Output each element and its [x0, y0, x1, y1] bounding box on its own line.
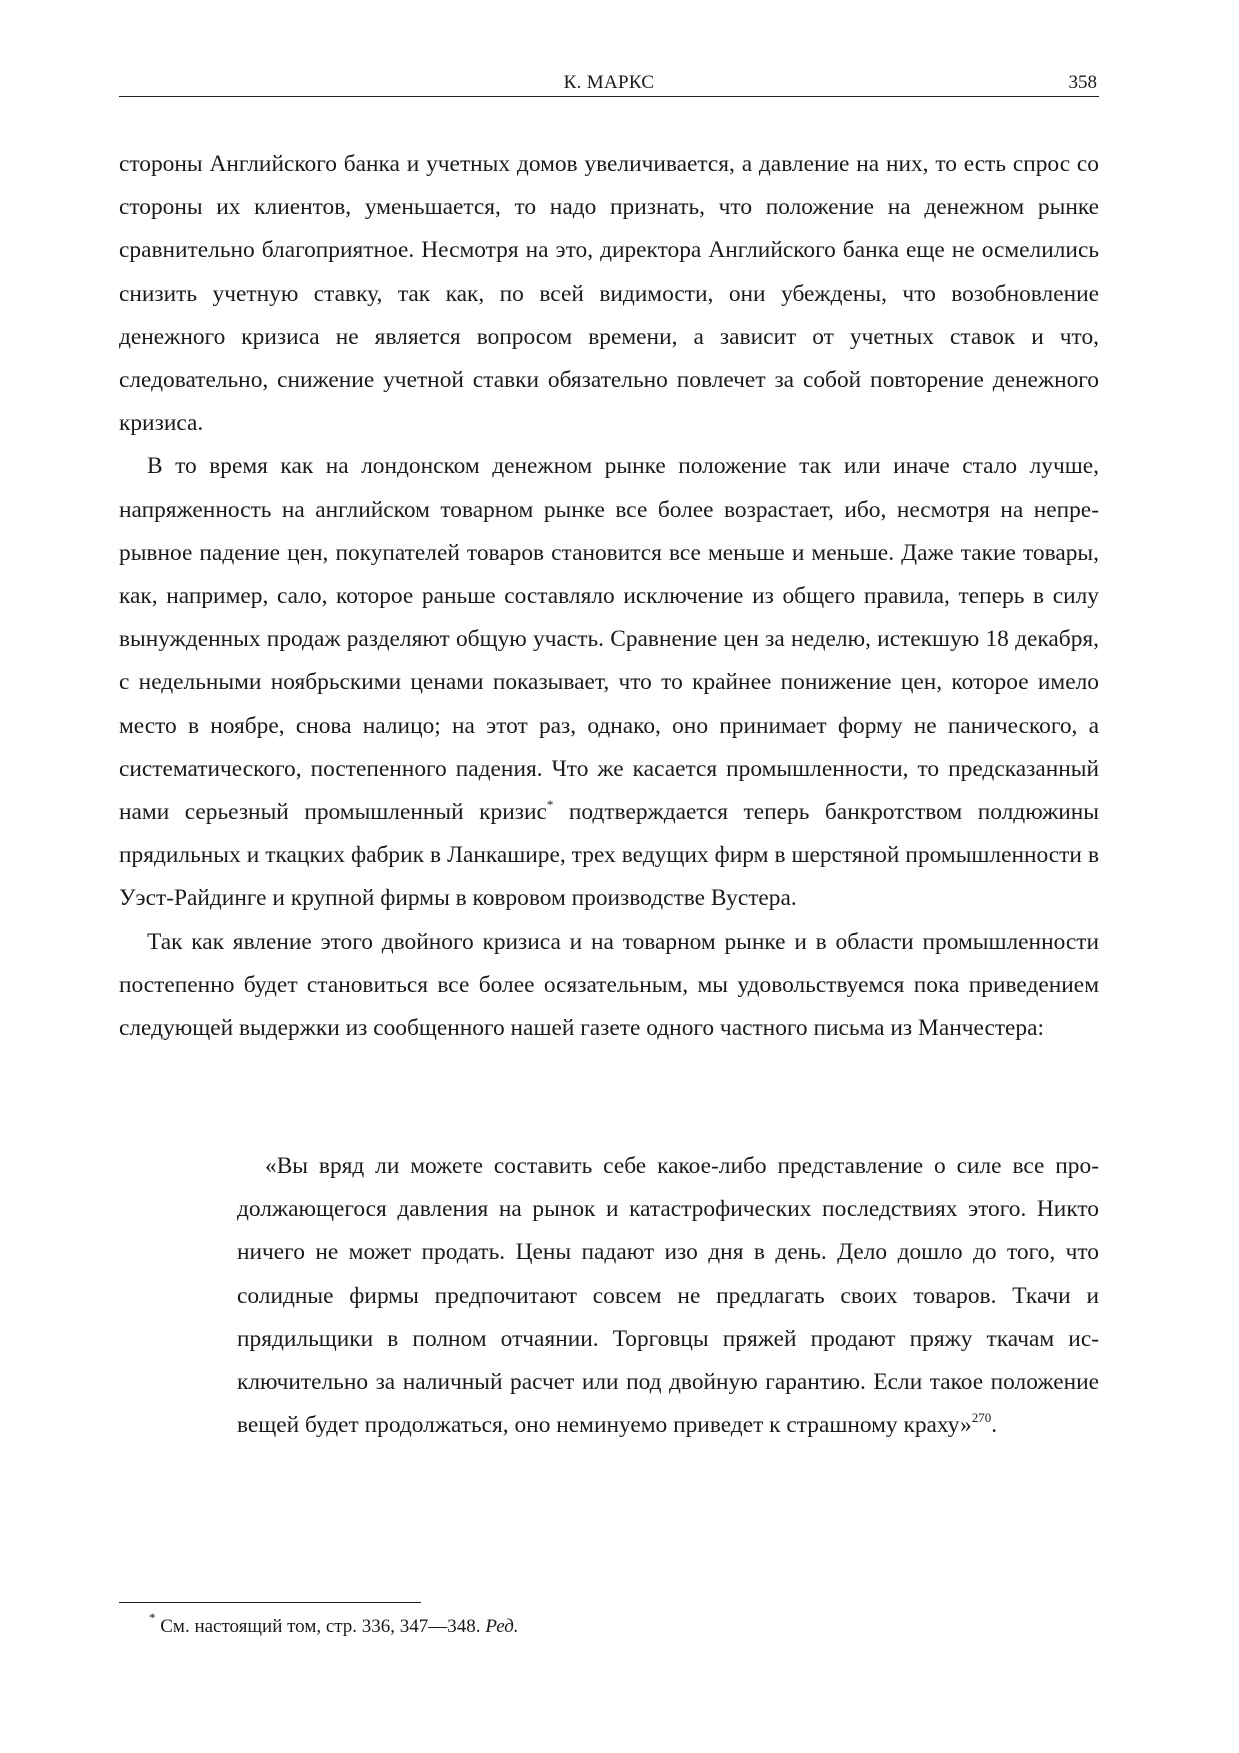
- paragraph-2: [119, 445, 1099, 920]
- paragraph-2-text-end: подтверждается теперь банкротством полдюжины прядильных и ткацких фабрик в Ланкашире, трех ведущих фирм в шерстяной промышленности в Уэст-Райдинге и крупной фирмы в ковровом производстве Вустера.: [119, 799, 1099, 912]
- paragraph-2-text-start: В то время как на лондонском денежном рынке положение так или иначе стало лучше, напряженность на английском товарном рынке все более возрастает, ибо, несмотря на непрерывное падение цен, покупателей товаров становится все меньше и меньше. Даже такие товары, как, например, сало, которое раньше составляло исключение из общего правила, теперь в силу вынужденных продаж разделяют общую участь. Сравнение цен за неделю, истекшую 18 декабря, с недельными ноябрьскими ценами показывает, что то крайнее понижение цен, которое имело место в ноябре, снова налицо; на этот раз, однако, оно принимает форму не панического, а систематического, постепенного падения. Что же касается промышленности, то предсказанный нами серьезный промышленный кризис: [119, 453, 1099, 826]
- footnote-text: См. настоящий том, стр. 336, 347—348.: [155, 1616, 486, 1637]
- footnote-mark: *: [149, 1610, 156, 1625]
- endnote-reference: 270: [971, 1410, 992, 1426]
- footnote-editor-note: Ред.: [485, 1616, 519, 1637]
- quote-text: «Вы вряд ли можете составить себе какое-либо представление о силе все продолжающегося давления на рынок и катастрофических последствиях этого. Никто ничего не может продать. Цены падают изо дня в день. Дело дошло до того, что солидные фирмы предпочитают совсем не предлагать своих товаров. Ткачи и прядильщики в полном отчаянии. Торговцы пряжей продают пряжу ткачам исключительно за наличный расчет или под двойную гарантию. Если такое положение вещей будет продолжаться, оно неминуемо приведет к страшному краху»: [237, 1153, 1099, 1439]
- quote-paragraph: [237, 1145, 1099, 1447]
- running-header: [119, 70, 1099, 97]
- paragraph-1: стороны Английского банка и учетных домов увеличивается, а давление на них, то есть спрос со стороны их клиентов, уменьшается, то надо признать, что положение на денежном рынке сравнительно благоприятное. Несмотря на это, директора Английского банка еще не осмелились снизить учетную ставку, так как, по всей видимости, они убеждены, что возобновление денежного кризиса не является вопросом времени, а зависит от учетных ставок и что, следовательно, снижение учетной ставки обязательно повлечет за собой повторение денежного кризиса.: [119, 151, 1099, 437]
- body-text: [119, 143, 1099, 1050]
- footnote-reference: *: [546, 797, 554, 813]
- footnote-divider: [119, 1602, 421, 1603]
- paragraph-3: Так как явление этого двойного кризиса и на товарном рынке и в области промышленности постепенно будет становиться все более осязательным, мы удовольствуемся пока приведением следующей выдержки из сообщенного нашей газете одного частного письма из Манчестера:: [119, 928, 1099, 1042]
- header-author: К. МАРКС: [563, 72, 655, 93]
- quote-end-punctuation: .: [991, 1412, 998, 1439]
- block-quote: [237, 1145, 1099, 1447]
- footnote: [149, 1610, 519, 1640]
- page-number: 358: [1068, 72, 1097, 93]
